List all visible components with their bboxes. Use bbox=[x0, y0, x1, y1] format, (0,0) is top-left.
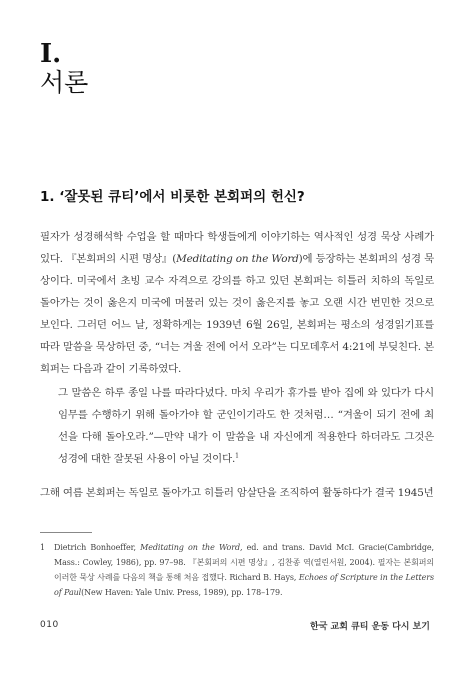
footnote-book-title: Meditating on the Word bbox=[140, 543, 240, 552]
footnote-number: 1 bbox=[40, 543, 45, 552]
footnote-text-segment: Dietrich Bonhoeffer, bbox=[54, 543, 141, 552]
body-text-segment: 필자가 성경해석학 수업을 할 때마다 학생들에게 이야기하는 역사적인 성경 묵상 사례가 있다. 『본회퍼의 시편 명상』( bbox=[40, 231, 434, 265]
page-number: 010 bbox=[40, 620, 59, 630]
section-heading: 1. ‘잘못된 큐티’에서 비롯한 본회퍼의 헌신? bbox=[40, 189, 305, 205]
footnote-text-segment: (New Haven: Yale Univ. Press, 1989), pp. 178–179. bbox=[81, 588, 283, 597]
body-paragraph-continuation: 그해 여름 본회퍼는 독일로 돌아가고 히틀러 암살단을 조직하여 활동하다가 결국 1945년 bbox=[40, 487, 434, 499]
footnote-book-title: Echoes of Scripture in the Letters of Paul bbox=[54, 573, 434, 597]
body-text-segment: )에 등장하는 본회퍼의 성경 묵상이다. 미국에서 초빙 교수 자격으로 강의를 하고 있던 본회퍼는 히틀러 치하의 독일로 돌아가는 것이 옳은지 미국에 머물러 있는 것이 옳은지를 놓고 오랜 시간 번민한 것으로 보인다. 그러던 어느 날, 정확하게는 1939년 6월 26일, 본회퍼는 평소의 성경읽기표를 따라 말씀을 묵상하던 중, “너는 겨울 전에 어서 오라”는 디모데후서 4:21에 부딪친다. 본회퍼는 다음과 같이 기록하였다. bbox=[40, 253, 434, 375]
footnote-divider bbox=[40, 532, 92, 533]
block-quote bbox=[58, 382, 434, 470]
quote-text: 그 말씀은 하루 종일 나를 따라다녔다. 마치 우리가 휴가를 받아 집에 와 있다가 다시 임무를 수행하기 위해 돌아가야 할 군인이기라도 한 것처럼… “겨울이 되기 전에 최선을 다해 돌아오라.”—만약 내가 이 말씀을 내 자신에게 적용한다 하더라도 그것은 성경에 대한 잘못된 사용이 아닐 것이다. bbox=[58, 387, 434, 465]
book-title: Meditating on the Word bbox=[176, 253, 299, 265]
chapter-title: 서론 bbox=[40, 68, 89, 97]
chapter-number: I. bbox=[40, 39, 62, 69]
footnote-text-segment: , ed. and trans. David McI. Gracie(Cambridge, Mass.: Cowley, 1986), pp. 97–98. 『본회퍼의 시편 명상』, 김찬종 역(열린서원, 2004). 필자는 본회퍼의 이러한 묵상 사례를 다음의 책을 통해 처음 접했다. Richard B. Hays, bbox=[54, 543, 434, 582]
footnote bbox=[40, 540, 434, 600]
running-footer-title: 한국 교회 큐티 운동 다시 보기 bbox=[310, 622, 430, 632]
footnote-reference[interactable]: 1 bbox=[235, 452, 239, 460]
footnote-text bbox=[54, 540, 434, 600]
body-paragraph bbox=[40, 226, 434, 380]
